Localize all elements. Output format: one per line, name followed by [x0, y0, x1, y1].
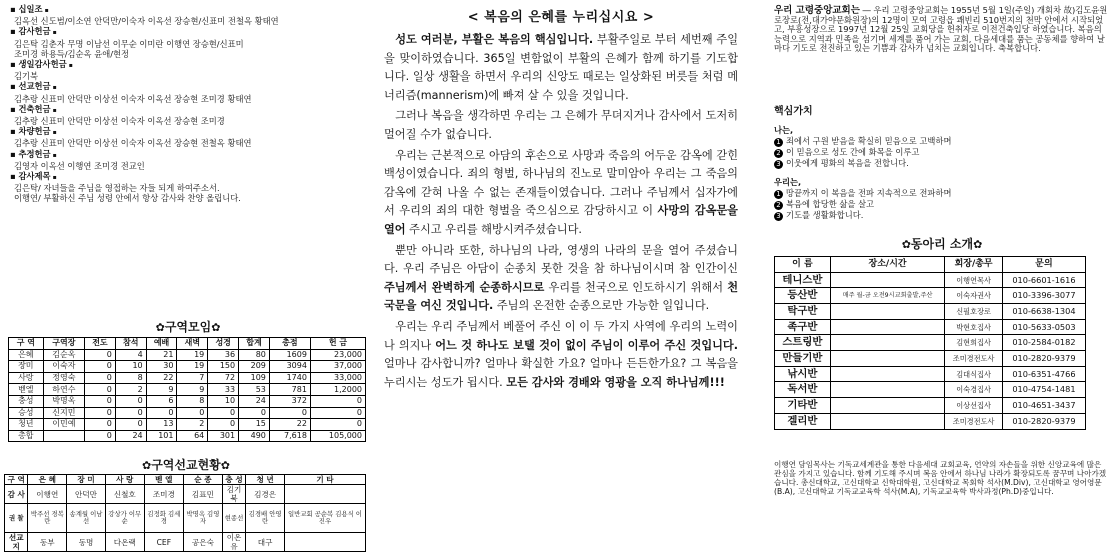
district-table — [8, 337, 366, 442]
offering-label: ▪ 추정헌금 ▪ — [10, 149, 368, 161]
offering-names: 조미경 하용득/김순옥 윤애/현정 — [14, 48, 130, 59]
table-row — [775, 272, 1086, 288]
district-header-cell: 참석 — [115, 338, 146, 350]
district-section — [8, 318, 368, 442]
table-cell: 이온유 — [222, 533, 245, 552]
pastor-bio: 이행연 담임목사는 기독교세계관을 통한 다음세대 교회교육, 언약의 자손들을 위한 신앙교육에 많은 관심을 가지고 있습니다. 함께 기도해 주시며 복음 안에서 하나님 나라가 확장되도록 꿈꾸며 나아가겠습니다. 총신대학교, 고신대학교 신학대학원, 고신대학교 목회학 석사(M.Div), 고신대학교 영어영문(B.A), 고신대학교 기독교교육학 석사(M.A), 기독교교육학 박사과정(Ph.D)중입니다. — [774, 459, 1107, 497]
emphasis-text: 천국문을 여신 것입니다. — [384, 280, 739, 313]
core-value-item — [774, 147, 1114, 158]
table-cell: 선교지 — [5, 533, 28, 552]
table-cell: 탁구반 — [775, 304, 831, 320]
table-row — [9, 361, 366, 373]
missions-row — [5, 533, 366, 552]
table-cell: 0 — [310, 407, 365, 419]
table-cell: 0 — [115, 419, 146, 431]
table-row — [9, 395, 366, 407]
table-cell — [830, 366, 945, 382]
flower-icon: ✿ — [220, 459, 230, 472]
table-cell: 010-4754-1481 — [1002, 382, 1085, 398]
table-cell — [830, 351, 945, 367]
table-cell: 김표민 — [184, 485, 223, 504]
clubs-header-cell: 회장/총무 — [945, 256, 1003, 272]
table-cell: 7 — [177, 372, 208, 384]
core-value-text: 이웃에게 평화의 복음을 전합니다. — [786, 157, 909, 168]
table-cell: 은 혜 — [28, 475, 67, 485]
table-cell: 김현희집사 — [945, 335, 1003, 351]
table-cell: 010-6351-4766 — [1002, 366, 1085, 382]
table-cell: 8 — [177, 395, 208, 407]
table-cell: 안덕만 — [67, 485, 106, 504]
offering-label: ▪ 차량헌금 ▪ — [10, 126, 368, 138]
table-cell: 족구반 — [775, 319, 831, 335]
district-header-cell: 구역장 — [43, 338, 84, 350]
table-cell: 사랑 — [9, 372, 44, 384]
table-cell: 1,2000 — [310, 384, 365, 396]
offering-label: ▪ 생일감사헌금 ▪ — [10, 59, 368, 71]
table-cell: 64 — [177, 430, 208, 442]
table-cell: 2 — [177, 419, 208, 431]
table-cell: 3094 — [269, 361, 310, 373]
core-value-text: 복음에 합당한 삶을 살고 — [786, 198, 875, 209]
table-cell: 권 찰 — [5, 504, 28, 533]
table-cell: 0 — [239, 407, 270, 419]
emphasis-text: 어느 것 하나도 보탤 것이 없이 주님이 이루어 주신 것입니다. — [435, 338, 738, 352]
table-cell: 19 — [177, 361, 208, 373]
table-cell: 이행연목사 — [945, 272, 1003, 288]
table-cell — [830, 335, 945, 351]
table-cell: 기 타 — [284, 475, 365, 485]
core-values — [770, 125, 1114, 221]
article-paragraph — [384, 107, 738, 144]
table-cell: 010-2820-9379 — [1002, 351, 1085, 367]
table-cell: 22 — [269, 419, 310, 431]
table-row — [9, 372, 366, 384]
table-row — [775, 366, 1086, 382]
table-cell: 13 — [146, 419, 177, 431]
table-cell: 스트링반 — [775, 335, 831, 351]
clubs-title — [770, 235, 1114, 252]
table-cell: 은혜 — [9, 349, 44, 361]
core-value-text: 기도를 생활화합니다. — [786, 209, 864, 220]
table-cell — [830, 382, 945, 398]
table-row — [9, 419, 366, 431]
table-cell: 김순옥 — [43, 349, 84, 361]
table-row — [9, 349, 366, 361]
table-cell: 김경은 — [246, 485, 285, 504]
table-cell: 구 역 — [5, 475, 28, 485]
table-cell: 조미경전도사 — [945, 413, 1003, 429]
core-values-title: 핵심가치 — [774, 105, 813, 117]
table-cell: 010-6601-1616 — [1002, 272, 1085, 288]
table-cell: 조미경 — [144, 485, 183, 504]
table-cell: 김경배 안영란 — [246, 504, 285, 533]
flower-icon: ✿ — [211, 321, 221, 334]
table-cell: 36 — [208, 349, 239, 361]
sermon-column — [384, 0, 738, 548]
table-cell: 209 — [239, 361, 270, 373]
table-cell: 신지민 — [43, 407, 84, 419]
table-cell: 33,000 — [310, 372, 365, 384]
article-body — [384, 31, 738, 392]
table-cell: 0 — [85, 349, 116, 361]
table-cell: 0 — [208, 407, 239, 419]
right-column — [770, 0, 1114, 548]
clubs-header-cell: 이 름 — [775, 256, 831, 272]
table-cell: 21 — [146, 349, 177, 361]
district-title — [8, 318, 368, 335]
table-cell: 이숙자권사 — [945, 288, 1003, 304]
table-cell — [284, 485, 365, 504]
table-cell: 781 — [269, 384, 310, 396]
table-cell: 기타반 — [775, 398, 831, 414]
offering-label: ▪ 건축헌금 ▪ — [10, 104, 368, 116]
table-cell: 6 — [146, 395, 177, 407]
table-cell: 0 — [310, 395, 365, 407]
number-badge-icon: 3 — [774, 160, 783, 169]
table-cell: 감 사 — [5, 485, 28, 504]
table-cell — [830, 413, 945, 429]
table-cell: 24 — [239, 395, 270, 407]
table-cell: 박명옥 김영자 — [184, 504, 223, 533]
district-header-cell: 합계 — [239, 338, 270, 350]
core-value-text: 이 믿음으로 성도 간에 화목을 이루고 — [786, 146, 920, 157]
table-row — [775, 335, 1086, 351]
district-title-text: 구역모임 — [164, 320, 212, 334]
table-cell: 490 — [239, 430, 270, 442]
left-column — [0, 0, 368, 551]
table-cell: 10 — [115, 361, 146, 373]
missions-row — [5, 485, 366, 504]
offering-names: 김영자 이옥선 이행연 조미경 전교인 — [14, 160, 145, 171]
clubs-table — [774, 256, 1086, 430]
number-badge-icon: 1 — [774, 138, 783, 147]
district-header-cell: 성경 — [208, 338, 239, 350]
table-cell: 낚시반 — [775, 366, 831, 382]
table-cell: 테니스반 — [775, 272, 831, 288]
table-cell: 0 — [85, 395, 116, 407]
table-cell: 장미 — [9, 361, 44, 373]
table-cell: 0 — [115, 407, 146, 419]
table-cell: 박명옥 — [43, 395, 84, 407]
core-value-item — [774, 136, 1114, 147]
table-cell: 이숙경집사 — [945, 382, 1003, 398]
table-cell: 다온랙 — [105, 533, 144, 552]
number-badge-icon: 3 — [774, 212, 783, 221]
table-cell: 010-4651-3437 — [1002, 398, 1085, 414]
offering-names: 김추랑 신표미 안덕만 이상선 이숙자 이옥선 장승현 조미경 — [14, 116, 225, 127]
table-cell: 이행연 — [28, 485, 67, 504]
article-paragraph — [384, 31, 738, 105]
table-cell: 대구 — [246, 533, 285, 552]
table-cell: 이상선집사 — [945, 398, 1003, 414]
table-row — [9, 407, 366, 419]
table-cell: 010-6638-1304 — [1002, 304, 1085, 320]
table-cell: 010-2820-9379 — [1002, 413, 1085, 429]
table-cell: 벧 엘 — [144, 475, 183, 485]
table-cell: 정영숙 — [43, 372, 84, 384]
table-row — [775, 351, 1086, 367]
offering-list — [0, 0, 368, 204]
table-cell: 010-2584-0182 — [1002, 335, 1085, 351]
body-text: 우리는 근본적으로 아담의 후손으로 사망과 죽음의 어두운 감옥에 갇힌 백성이였습니다. 죄의 형벌, 하나님의 진노로 말미암아 우리는 그 죽음의 감옥에 갇혀 나올 수 없는 존재들이였습니다. 그러나 주님께서 십자가에서 우리의 죄의 대한 형벌을 죽으심으로 감당하시고 이 — [384, 148, 738, 218]
table-cell: 4 — [115, 349, 146, 361]
table-cell: 80 — [239, 349, 270, 361]
table-cell: 공은숙 — [184, 533, 223, 552]
history-lead: 우리 고령중앙교회는 — [774, 5, 860, 16]
table-cell: 사 랑 — [105, 475, 144, 485]
table-row — [9, 384, 366, 396]
table-cell: 150 — [208, 361, 239, 373]
table-cell: 이민예 — [43, 419, 84, 431]
table-cell: 김기북 — [222, 485, 245, 504]
table-cell: 1609 — [269, 349, 310, 361]
core-group-label: 우리는, — [774, 176, 802, 187]
table-cell: 신필호장로 — [945, 304, 1003, 320]
table-cell: 101 — [146, 430, 177, 442]
core-value-text: 죄에서 구원 받음을 확실히 믿음으로 고백하며 — [786, 135, 952, 146]
table-cell: 24 — [115, 430, 146, 442]
table-cell: 동명 — [67, 533, 106, 552]
table-cell: 장 미 — [67, 475, 106, 485]
table-cell: 0 — [85, 430, 116, 442]
flower-icon: ✿ — [973, 237, 983, 251]
table-cell: 송계월 이남선 — [67, 504, 106, 533]
body-text: 주님의 온전한 순종으로만 가능한 일입니다. — [493, 299, 710, 313]
emphasis-text: 주님께서 완벽하게 순종하시므로 — [384, 280, 545, 294]
table-cell: 현종선 — [222, 504, 245, 533]
table-cell: 청년 — [9, 419, 44, 431]
district-header-cell: 예배 — [146, 338, 177, 350]
table-row — [775, 398, 1086, 414]
emphasis-text: 모든 감사와 경배와 영광을 오직 하나님께!!! — [506, 375, 725, 389]
offering-label: ▪ 십일조 ▪ — [10, 4, 368, 16]
table-cell: 동부 — [28, 533, 67, 552]
core-group-label: 나는, — [774, 124, 794, 135]
table-cell: 0 — [177, 407, 208, 419]
table-cell: 0 — [269, 407, 310, 419]
offering-label: ▪ 감사헌금 ▪ — [10, 26, 368, 38]
missions-table — [4, 474, 366, 552]
body-text: 주시고 우리를 해방시켜주셨습니다. — [405, 222, 582, 236]
table-cell: 0 — [310, 419, 365, 431]
missions-title-text: 구역선교현황 — [151, 458, 221, 472]
table-cell: 9 — [177, 384, 208, 396]
table-cell: 372 — [269, 395, 310, 407]
district-header-cell: 새벽 — [177, 338, 208, 350]
table-cell: 강상가 이무순 — [105, 504, 144, 533]
table-cell: 22 — [146, 372, 177, 384]
table-cell: 김정화 김세경 — [144, 504, 183, 533]
offering-names: 김추랑 신표미 안덕만 이상선 이숙자 이옥선 장승현 전철옥 황태연 — [14, 138, 252, 149]
core-value-item — [774, 188, 1114, 199]
table-cell: 조미경전도사 — [945, 351, 1003, 367]
body-text: 그러나 복음을 생각하면 우리는 그 은혜가 무뎌지거나 감사에서 도저히 멀어질 수가 없습니다. — [384, 109, 738, 141]
table-cell: 만들기반 — [775, 351, 831, 367]
missions-row — [5, 504, 366, 533]
table-cell: 0 — [208, 419, 239, 431]
table-cell: 109 — [239, 372, 270, 384]
table-cell: 0 — [85, 419, 116, 431]
offering-names: 김은탁 김춘자 무명 이남선 이무순 이미란 이행연 장승현/신표미 — [14, 38, 244, 49]
flower-icon: ✿ — [901, 237, 911, 251]
article-paragraph — [384, 242, 738, 316]
core-value-item — [774, 199, 1114, 210]
church-history — [770, 0, 1114, 54]
table-cell: 충 성 — [222, 475, 245, 485]
flower-icon: ✿ — [142, 459, 152, 472]
district-header-cell: 총점 — [269, 338, 310, 350]
body-text: 우리는 우리 주님께서 베풀어 주신 이 이 두 가지 사역에 우리의 노력이나 의지나 — [384, 319, 738, 352]
offering-label: ▪ 감사제목 ▪ — [10, 171, 368, 183]
table-cell — [830, 398, 945, 414]
table-cell: 0 — [85, 372, 116, 384]
clubs-title-text: 동아리 소개 — [910, 236, 974, 251]
number-badge-icon: 2 — [774, 149, 783, 158]
table-cell: 청 년 — [246, 475, 285, 485]
table-cell: 충성 — [9, 395, 44, 407]
table-cell: 53 — [239, 384, 270, 396]
table-row — [775, 413, 1086, 429]
body-text: 우리를 천국으로 인도하시기 위해서 — [544, 280, 728, 294]
table-cell: 1740 — [269, 372, 310, 384]
history-text: ― 우리 고령중앙교회는 1955년 5월 1일(주일) 개회차 故)김도윤원로장로(전,대가야문화원장)의 12명이 모여 고령읍 쾌빈리 510번지의 천막 안에서 시작되었고, 부흥성장으로 1997년 12월 25일 교회당을 헌취자로 이전건축입당 하였습니다. 복음의 능력으로 지역과 민족을 섬기며 세계를 품어 가는 교회, 다음세대를 품는 공동체를 향하여 날마다 기도로 전진하고 있는 기쁨과 감사가 넘치는 교회입니다. 축복합니다. — [774, 5, 1108, 54]
body-text: 얼마나 감사합니까? 얼마나 확실한 가요? 얼마나 든든한가요? 그 복음을 누리시는 성도가 됩시다. — [384, 357, 738, 389]
district-header-row — [9, 338, 366, 350]
table-cell: 독서반 — [775, 382, 831, 398]
table-cell: 2 — [115, 384, 146, 396]
missions-header-row — [5, 475, 366, 485]
article-title: < 복음의 은혜를 누리십시요 > — [467, 10, 655, 25]
table-cell: 일반교회 공순복 김용식 이진우 — [284, 504, 365, 533]
core-value-text: 땅끝까지 이 복음을 전파 지속적으로 전파하며 — [786, 187, 952, 198]
body-text: 부활주일로 부터 세번째 주일을 맞이하였습니다. 365일 변함없이 부활의 은혜가 함께 하기를 기도합니다. 일상 생활을 하면서 우리의 신앙도 때로는 일상화된 버릇들 처럼 메너리즘(mannerism)에 빠져 살 수 있을 것입니다. — [384, 33, 738, 102]
clubs-header-cell: 문의 — [1002, 256, 1085, 272]
table-cell: 010-5633-0503 — [1002, 319, 1085, 335]
table-cell: 김대식집사 — [945, 366, 1003, 382]
number-badge-icon: 2 — [774, 201, 783, 210]
offering-names: 김기북 — [14, 71, 39, 82]
table-cell: 105,000 — [310, 430, 365, 442]
table-cell: 9 — [146, 384, 177, 396]
table-cell: 0 — [85, 407, 116, 419]
district-header-cell: 헌 금 — [310, 338, 365, 350]
table-cell: 등산반 — [775, 288, 831, 304]
body-text: 뿐만 아니라 또한, 하나님의 나라, 영생의 나라의 문을 열어 주셨습니다. 우리 주님은 아담이 순종치 못한 것을 참 하나님이시며 참 인간이신 — [384, 243, 738, 276]
offering-names: 김은탁/ 자녀들을 주님을 영접하는 자들 되게 하여주소서. — [14, 183, 220, 194]
table-cell: 0 — [85, 384, 116, 396]
table-cell — [830, 319, 945, 335]
table-cell — [830, 272, 945, 288]
table-cell: 순 종 — [184, 475, 223, 485]
table-cell: 0 — [85, 361, 116, 373]
missions-section — [4, 456, 368, 552]
clubs-header-row — [775, 256, 1086, 272]
district-header-cell: 전도 — [85, 338, 116, 350]
core-value-item — [774, 158, 1114, 169]
table-cell: 하연수 — [43, 384, 84, 396]
offering-label: ▪ 선교헌금 ▪ — [10, 81, 368, 93]
table-cell — [284, 533, 365, 552]
table-cell: 33 — [208, 384, 239, 396]
table-row — [775, 304, 1086, 320]
table-cell: 10 — [208, 395, 239, 407]
table-cell: 8 — [115, 372, 146, 384]
table-cell: 벧엘 — [9, 384, 44, 396]
table-cell: 301 — [208, 430, 239, 442]
table-cell: 15 — [239, 419, 270, 431]
table-cell: 30 — [146, 361, 177, 373]
table-row — [775, 382, 1086, 398]
table-cell: 겔리반 — [775, 413, 831, 429]
table-cell: 이숙자 — [43, 361, 84, 373]
table-cell: 매주 월-금 오전9시교회출발,주산 — [830, 288, 945, 304]
emphasis-text: 사망의 감옥문을 열어 — [384, 204, 738, 236]
table-cell: 0 — [146, 407, 177, 419]
table-cell — [830, 304, 945, 320]
table-cell: 72 — [208, 372, 239, 384]
number-badge-icon: 1 — [774, 190, 783, 199]
table-cell: 7,618 — [269, 430, 310, 442]
table-cell: 박현호집사 — [945, 319, 1003, 335]
table-cell: 0 — [115, 395, 146, 407]
table-cell: 승성 — [9, 407, 44, 419]
table-row — [9, 430, 366, 442]
table-cell: 총합 — [9, 430, 44, 442]
table-cell: 23,000 — [310, 349, 365, 361]
core-value-item — [774, 210, 1114, 221]
offering-names: 이행연/ 부활하신 주님 성령 안에서 항상 감사와 찬양 올립니다. — [14, 193, 241, 204]
clubs-header-cell: 장소/시간 — [830, 256, 945, 272]
table-cell: 19 — [177, 349, 208, 361]
table-cell: 010-3396-3077 — [1002, 288, 1085, 304]
article-paragraph — [384, 147, 738, 240]
table-cell: CEF — [144, 533, 183, 552]
table-cell: 박주선 경복란 — [28, 504, 67, 533]
table-cell — [43, 430, 84, 442]
article-paragraph — [384, 318, 738, 392]
table-row — [775, 319, 1086, 335]
offering-names: 김추랑 신표미 안덕만 이상선 이숙자 이옥선 장승현 조미경 황태연 — [14, 93, 252, 104]
table-cell: 신철호 — [105, 485, 144, 504]
offering-names: 김옥선 신도범/이소연 안덕만/이숙자 이옥선 장승현/신표미 전철옥 황태연 — [14, 16, 279, 27]
table-cell: 37,000 — [310, 361, 365, 373]
emphasis-text: 성도 여러분, 부활은 복음의 핵심입니다. — [395, 33, 594, 46]
table-row — [775, 288, 1086, 304]
district-header-cell: 구 역 — [9, 338, 44, 350]
missions-title — [4, 456, 368, 473]
flower-icon: ✿ — [155, 321, 165, 334]
